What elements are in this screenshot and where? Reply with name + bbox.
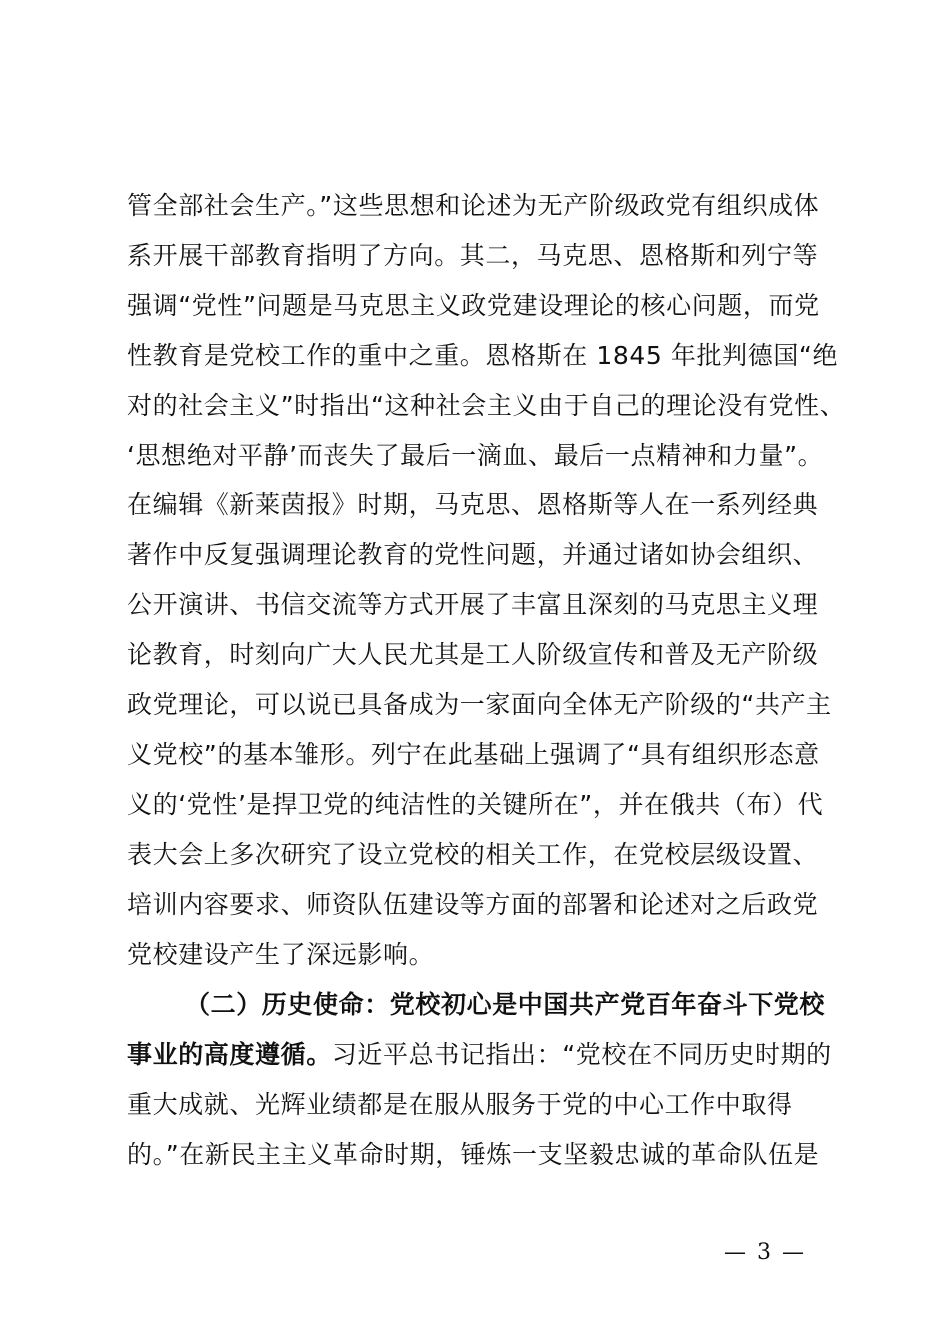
body-text-line: 强调“党性”问题是马克思主义政党建设理论的核心问题，而党 <box>127 291 820 320</box>
body-text-line: 的。”在新民主主义革命时期，锤炼一支坚毅忠诚的革命队伍是 <box>127 1140 820 1169</box>
body-text-line: ‘思想绝对平静’而丧失了最后一滴血、最后一点精神和力量”。 <box>127 441 824 470</box>
body-text-line: 论教育，时刻向广大人民尤其是工人阶级宣传和普及无产阶级 <box>127 640 819 669</box>
body-text-line: 政党理论，可以说已具备成为一家面向全体无产阶级的“共产主 <box>127 690 832 719</box>
body-text-line: 公开演讲、书信交流等方式开展了丰富且深刻的马克思主义理 <box>127 590 819 619</box>
body-text-line: 性教育是党校工作的重中之重。恩格斯在 1845 年批判德国“绝 <box>127 341 839 370</box>
page-number: — 3 — <box>724 1240 806 1265</box>
body-text-line: 义党校”的基本雏形。列宁在此基础上强调了“具有组织形态意 <box>127 740 820 769</box>
body-text-line: 管全部社会生产。”这些思想和论述为无产阶级政党有组织成体 <box>127 191 820 220</box>
body-text-line: 培训内容要求、师资队伍建设等方面的部署和论述对之后政党 <box>127 890 819 919</box>
body-text-line: 表大会上多次研究了设立党校的相关工作，在党校层级设置、 <box>127 840 819 869</box>
body-text-line: 重大成就、光辉业绩都是在服从服务于党的中心工作中取得 <box>127 1090 793 1119</box>
body-text-line: 对的社会主义”时指出“这种社会主义由于自己的理论没有党性、 <box>127 391 846 420</box>
body-text-line: 著作中反复强调理论教育的党性问题，并通过诸如协会组织、 <box>127 540 819 569</box>
body-text-line: 党校建设产生了深远影响。 <box>127 940 435 969</box>
section-heading: （二）历史使命：党校初心是中国共产党百年奋斗下党校 <box>185 990 826 1019</box>
body-text-line: 义的‘党性’是捍卫党的纯洁性的关键所在”，并在俄共（布）代 <box>127 790 824 819</box>
section-heading-bold-end: 事业的高度遵循。 <box>127 1040 332 1069</box>
body-text-line: 在编辑《新莱茵报》时期，马克思、恩格斯等人在一系列经典 <box>127 490 819 519</box>
section-body-text: 习近平总书记指出：“党校在不同历史时期的 <box>331 1040 832 1069</box>
body-text-line: 系开展干部教育指明了方向。其二，马克思、恩格斯和列宁等 <box>127 241 819 270</box>
section-heading-continuation <box>127 1040 832 1070</box>
